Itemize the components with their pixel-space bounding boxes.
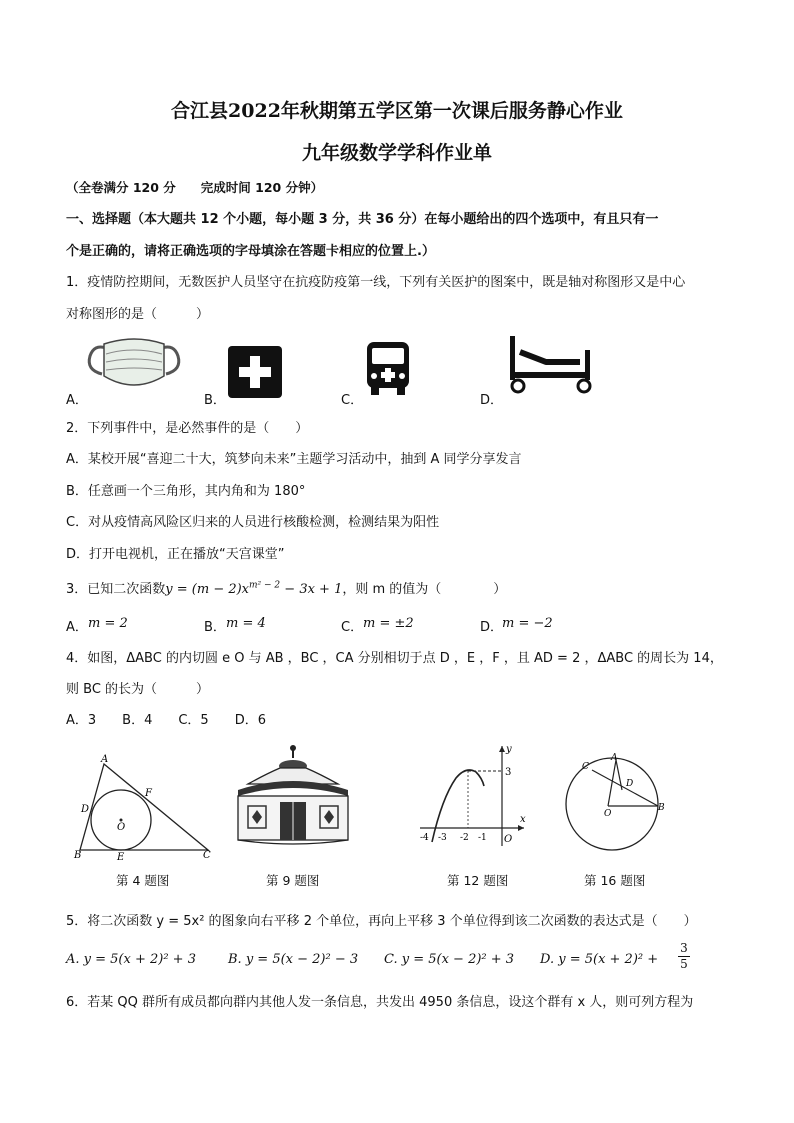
q2-option-d: D．打开电视机，正在播放“天宫课堂”: [66, 547, 285, 562]
q3-option-d-label: D．: [480, 620, 504, 635]
figure-4-caption: 第 4 题图: [116, 873, 170, 888]
q3-formula-exponent: m² − 2: [249, 580, 281, 591]
q1-option-b-label: B．: [204, 393, 226, 408]
fig12-label-neg2: -2: [460, 833, 469, 843]
q6-stem: 6．若某 QQ 群所有成员都向群内其他人发一条信息，共发出 4950 条信息，设这个群有 x 人，则可列方程为: [66, 995, 694, 1010]
q3-option-b-label: B．: [204, 620, 226, 635]
face-mask-icon: [84, 334, 184, 396]
fig12-label-neg1: -1: [478, 833, 487, 843]
fig16-label-d: D: [626, 779, 634, 789]
q1-stem-line1: 1．疫情防控期间，无数医护人员坚守在抗疫防疫第一线，下列有关医护的图案中，既是轴对称图形又是中心: [66, 275, 686, 290]
section-heading-line2: 个是正确的，请将正确选项的字母填涂在答题卡相应的位置上.）: [66, 244, 435, 259]
figure-9-yurt: [228, 744, 358, 850]
q2-option-c: C．对从疫情高风险区归来的人员进行核酸检测，检测结果为阳性: [66, 515, 440, 530]
q5-option-d: D. y = 5(x + 2)² +: [540, 952, 659, 967]
q3-stem: [66, 578, 506, 597]
fig4-label-b: B: [74, 850, 82, 861]
q4-options: A．3 B．4 C．5 D．6: [66, 713, 266, 728]
fig4-label-o: O: [117, 822, 126, 833]
fig16-label-c: C: [582, 762, 589, 772]
q3-formula-tail: − 3x + 1: [280, 582, 343, 597]
fig4-label-a: A: [101, 754, 109, 765]
q3-option-a-label: A．: [66, 620, 88, 635]
q1-option-a-label: A．: [66, 393, 88, 408]
q5-option-d-fraction: [678, 941, 690, 972]
exam-meta: （全卷满分 120 分 完成时间 120 分钟）: [66, 180, 324, 195]
q3-stem-prefix: 3．已知二次函数: [66, 582, 166, 597]
q5-fraction-numerator: 3: [678, 941, 690, 957]
figure-9-caption: 第 9 题图: [266, 873, 320, 888]
q1-stem-line2: 对称图形的是（ ）: [66, 307, 210, 322]
fig12-label-neg3: -3: [438, 833, 447, 843]
q2-option-a: A．某校开展“喜迎二十大，筑梦向未来”主题学习活动中，抽到 A 同学分享发言: [66, 452, 522, 467]
q3-option-a: m = 2: [88, 616, 128, 631]
figure-12-parabola-graph: [412, 742, 532, 850]
fig12-label-3: 3: [505, 767, 512, 778]
q3-formula: y = (m − 2)x: [165, 582, 250, 597]
q5-option-a: A. y = 5(x + 2)² + 3: [66, 952, 196, 967]
q3-stem-suffix: ，则 m 的值为（ ）: [342, 582, 507, 597]
fig12-label-neg4: -4: [420, 833, 429, 843]
page-title: 合江县2022年秋期第五学区第一次课后服务静心作业: [171, 100, 623, 122]
figure-16-caption: 第 16 题图: [584, 873, 646, 888]
figure-12-caption: 第 12 题图: [447, 873, 509, 888]
fig16-label-a: A: [611, 753, 618, 763]
q5-option-c: C. y = 5(x − 2)² + 3: [384, 952, 515, 967]
q2-stem: 2．下列事件中，是必然事件的是（ ）: [66, 421, 309, 436]
q1-option-c-label: C．: [341, 393, 364, 408]
fig12-label-o: O: [504, 834, 513, 845]
fig16-label-b: B: [658, 803, 665, 813]
q3-option-b: m = 4: [226, 616, 266, 631]
q3-option-c-label: C．: [341, 620, 364, 635]
ambulance-bus-icon: [366, 341, 410, 397]
q2-option-b: B．任意画一个三角形，其内角和为 180°: [66, 484, 306, 499]
q5-option-b: B. y = 5(x − 2)² − 3: [228, 952, 359, 967]
q5-fraction-denominator: 5: [680, 957, 688, 971]
figure-4-triangle-incircle: [74, 754, 214, 862]
fig4-label-f: F: [145, 788, 152, 799]
page-subtitle: 九年级数学学科作业单: [301, 142, 492, 164]
q5-stem: 5．将二次函数 y = 5x² 的图象向右平移 2 个单位，再向上平移 3 个单位得到该二次函数的表达式是（ ）: [66, 914, 697, 929]
q4-stem-line2: 则 BC 的长为（ ）: [66, 682, 210, 697]
q3-option-c: m = ±2: [363, 616, 414, 631]
q3-option-d: m = −2: [502, 616, 553, 631]
fig4-label-c: C: [203, 850, 211, 861]
fig4-label-d: D: [81, 804, 90, 815]
fig16-label-o: O: [604, 809, 612, 819]
q1-option-d-label: D．: [480, 393, 504, 408]
fig12-label-y: y: [506, 744, 512, 755]
medical-cross-icon: [228, 346, 282, 398]
figure-16-circle: [562, 750, 672, 858]
q4-stem-line1: 4．如图，ΔABC 的内切圆 e O 与 AB ，BC ，CA 分别相切于点 D ，E ，F ，且 AD = 2 ，ΔABC 的周长为 14，: [66, 651, 723, 666]
hospital-bed-icon: [506, 336, 596, 396]
fig4-label-e: E: [117, 852, 125, 863]
fig12-label-x: x: [520, 814, 526, 825]
section-heading-line1: 一、选择题（本大题共 12 个小题，每小题 3 分，共 36 分）在每小题给出的四个选项中，有且只有一: [66, 212, 659, 227]
